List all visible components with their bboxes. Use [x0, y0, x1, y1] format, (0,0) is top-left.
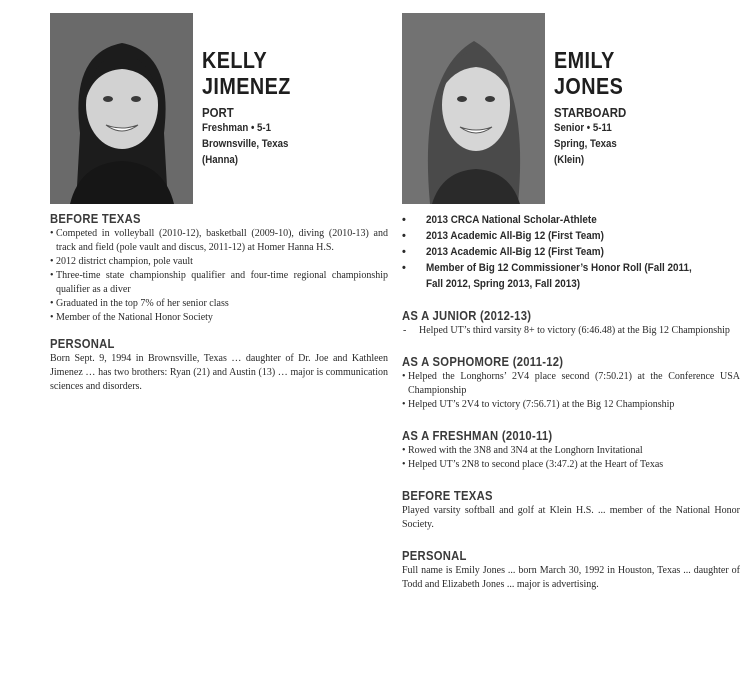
first-name: KELLY: [202, 47, 268, 73]
name-block: [202, 47, 402, 168]
honor-text: 2013 Academic All-Big 12 (First Team): [426, 246, 604, 258]
section-title-before-texas: BEFORE TEXAS: [50, 212, 141, 226]
section-title-junior: AS A JUNIOR (2012-13): [402, 309, 532, 323]
class-height: Senior • 5-11: [554, 122, 612, 134]
list-item: • Three-time state championship qualifier and four-time regional championship qualifier as a diver: [50, 269, 388, 297]
rowing-position: STARBOARD: [554, 105, 627, 120]
before-texas-list: [50, 227, 388, 325]
honor-text: Member of Big 12 Commissioner’s Honor Roll (Fall 2011, Fall 2012, Spring 2013, Fall 2013): [426, 262, 692, 290]
section-title-before-texas: BEFORE TEXAS: [402, 489, 493, 503]
list-item: • Rowed with the 3N8 and 3N4 at the Longhorn Invitational: [402, 444, 740, 458]
section-title-sophomore: AS A SOPHOMORE (2011-12): [402, 355, 564, 369]
list-item: • Helped the Longhorns’ 2V4 place second (7:50.21) at the Conference USA Championship: [402, 370, 740, 398]
list-item: [402, 244, 740, 260]
high-school: (Klein): [554, 154, 585, 166]
class-height: Freshman • 5-1: [202, 122, 272, 134]
personal-text: Born Sept. 9, 1994 in Brownsville, Texas … daughter of Dr. Joe and Kathleen Jimenez … has two brothers: Ryan (21) and Austin (13) … major is communication sciences and disorders.: [50, 353, 388, 392]
honor-text: 2013 CRCA National Scholar-Athlete: [426, 214, 597, 226]
list-item: [402, 228, 740, 244]
list-item: [402, 212, 740, 228]
bio-content: [50, 212, 388, 394]
honor-text: 2013 Academic All-Big 12 (First Team): [426, 230, 604, 242]
portrait-placeholder-icon: [402, 13, 545, 204]
portrait-placeholder-icon: [50, 13, 193, 204]
athlete-photo-emily: [402, 13, 545, 204]
list-item: [402, 260, 740, 292]
list-item: • Member of the National Honor Society: [50, 311, 388, 325]
before-texas-text: Played varsity softball and golf at Klein H.S. ... member of the National Honor Society.: [402, 505, 740, 530]
list-item: • Helped UT’s 2N8 to second place (3:47.2) at the Heart of Texas: [402, 458, 740, 472]
honors-list: [402, 212, 740, 292]
section-title-freshman: AS A FRESHMAN (2010-11): [402, 429, 553, 443]
first-name: EMILY: [554, 47, 615, 73]
athlete-photo-kelly: [50, 13, 193, 204]
last-name: JIMENEZ: [202, 73, 291, 99]
list-item: • Graduated in the top 7% of her senior class: [50, 297, 388, 311]
sophomore-list: [402, 370, 740, 412]
rowing-position: PORT: [202, 105, 234, 120]
name-block: [554, 47, 749, 168]
hometown: Brownsville, Texas: [202, 138, 289, 150]
list-item: • Helped UT’s 2V4 to victory (7:56.71) at the Big 12 Championship: [402, 398, 740, 412]
last-name: JONES: [554, 73, 624, 99]
section-title-personal: PERSONAL: [402, 549, 467, 563]
list-item: • 2012 district champion, pole vault: [50, 255, 388, 269]
personal-text: Full name is Emily Jones ... born March 30, 1992 in Houston, Texas ... daughter of Todd and Elizabeth Jones ... major is advertising.: [402, 565, 740, 590]
list-item: - Helped UT’s third varsity 8+ to victory (6:46.48) at the Big 12 Championship: [402, 324, 740, 338]
freshman-list: [402, 444, 740, 472]
junior-list: [402, 324, 740, 338]
bio-content: [402, 212, 740, 592]
high-school: (Hanna): [202, 154, 239, 166]
list-item: • Competed in volleyball (2010-12), basketball (2009-10), diving (2010-13) and track and field (pole vault and discus, 2011-12) at Homer Hanna H.S.: [50, 227, 388, 255]
hometown: Spring, Texas: [554, 138, 617, 150]
section-title-personal: PERSONAL: [50, 337, 115, 351]
